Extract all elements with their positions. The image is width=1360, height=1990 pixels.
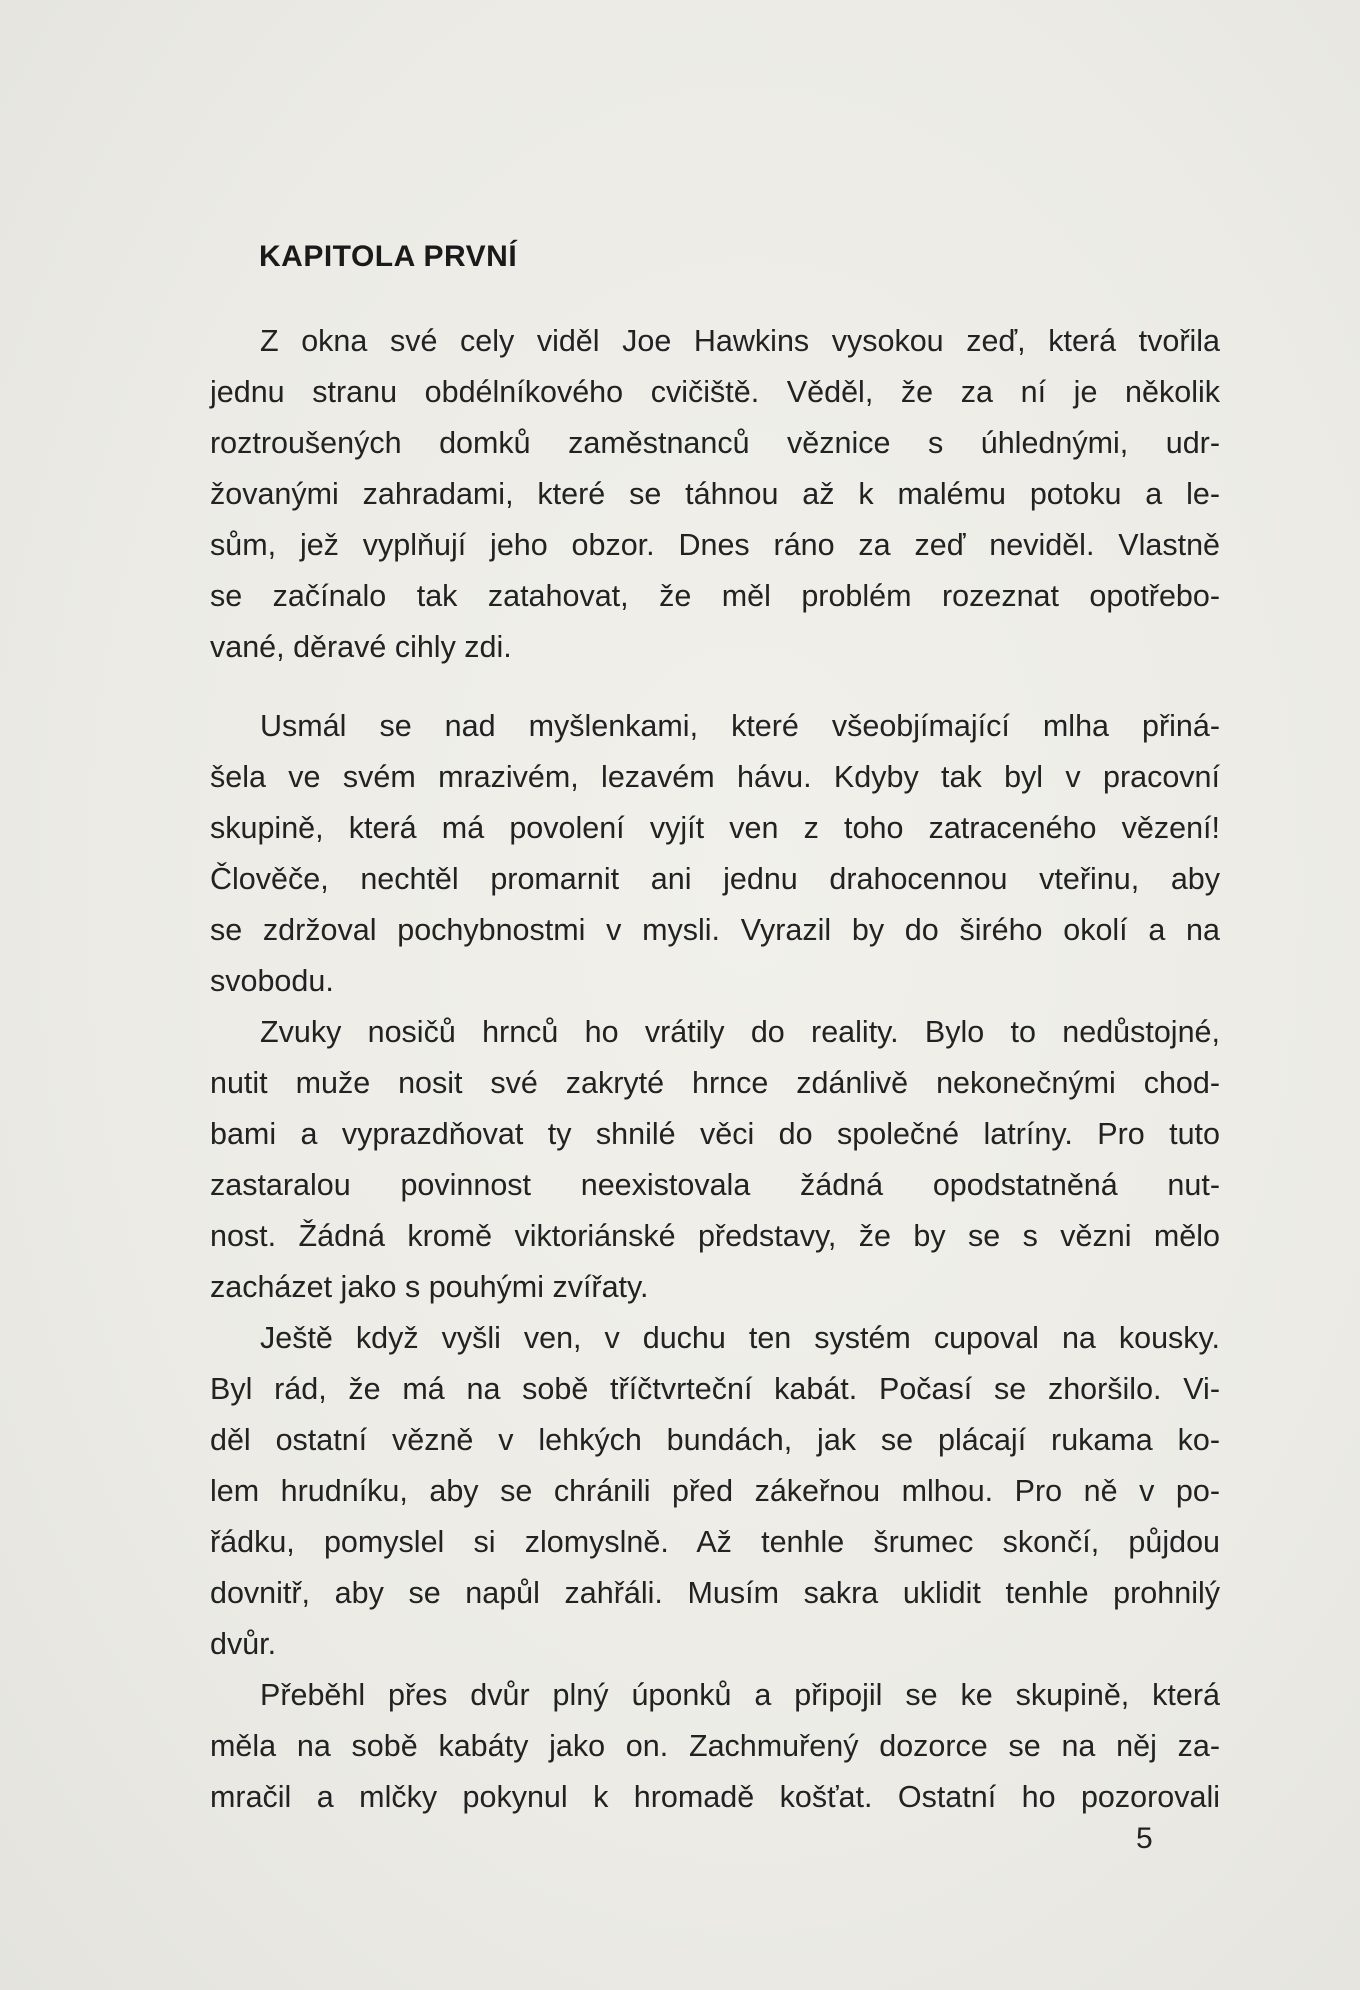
paragraph-gap [210, 673, 1220, 701]
text-line: dvůr. [210, 1627, 277, 1661]
text-line: žovanými zahradami, které se táhnou až k malému potoku a le- [210, 477, 1220, 511]
text-line: se zdržoval pochybnostmi v mysli. Vyrazil by do širého okolí a na [210, 913, 1220, 947]
text-line: nost. Žádná kromě viktoriánské představy, že by se s vězni mělo [210, 1219, 1220, 1253]
text-line: zastaralou povinnost neexistovala žádná opodstatněná nut- [210, 1168, 1220, 1202]
text-line: mračil a mlčky pokynul k hromadě košťat. Ostatní ho pozorovali [210, 1780, 1220, 1814]
page-number: 5 [1136, 1822, 1153, 1855]
text-line: skupině, která má povolení vyjít ven z toho zatraceného vězení! [210, 811, 1220, 845]
text-line: řádku, pomyslel si zlomyslně. Až tenhle šrumec skončí, půjdou [210, 1525, 1220, 1559]
text-line: děl ostatní vězně v lehkých bundách, jak se plácají rukama ko- [210, 1423, 1220, 1457]
text-line: sům, jež vyplňují jeho obzor. Dnes ráno za zeď neviděl. Vlastně [210, 528, 1220, 562]
paragraph-3 [210, 1007, 1220, 1313]
text-line: bami a vyprazdňovat ty shnilé věci do společné latríny. Pro tuto [210, 1117, 1220, 1151]
text-line: Zvuky nosičů hrnců ho vrátily do reality. Bylo to nedůstojné, [260, 1015, 1220, 1049]
text-line: Z okna své cely viděl Joe Hawkins vysokou zeď, která tvořila [260, 324, 1220, 358]
text-line: měla na sobě kabáty jako on. Zachmuřený dozorce se na něj za- [210, 1729, 1220, 1763]
text-line: roztroušených domků zaměstnanců věznice s úhlednými, udr- [210, 426, 1220, 460]
text-line: Člověče, nechtěl promarnit ani jednu drahocennou vteřinu, aby [210, 862, 1220, 896]
text-line: vané, děravé cihly zdi. [210, 630, 512, 664]
text-line: Usmál se nad myšlenkami, které všeobjímající mlha přiná- [260, 709, 1220, 743]
text-line: se začínalo tak zatahovat, že měl problém rozeznat opotřebo- [210, 579, 1220, 613]
text-line: svobodu. [210, 964, 334, 998]
text-line: dovnitř, aby se napůl zahřáli. Musím sakra uklidit tenhle prohnilý [210, 1576, 1220, 1610]
text-line: zacházet jako s pouhými zvířaty. [210, 1270, 649, 1304]
text-line: nutit muže nosit své zakryté hrnce zdánlivě nekonečnými chod- [210, 1066, 1220, 1100]
paragraph-1 [210, 316, 1220, 673]
text-line: šela ve svém mrazivém, lezavém hávu. Kdyby tak byl v pracovní [210, 760, 1220, 794]
body-text [210, 316, 1220, 1823]
text-line: jednu stranu obdélníkového cvičiště. Věděl, že za ní je několik [210, 375, 1220, 409]
chapter-heading: KAPITOLA PRVNÍ [259, 240, 518, 273]
paragraph-5 [210, 1670, 1220, 1823]
paragraph-2 [210, 701, 1220, 1007]
text-line: Ještě když vyšli ven, v duchu ten systém cupoval na kousky. [260, 1321, 1220, 1355]
text-line: lem hrudníku, aby se chránili před zákeřnou mlhou. Pro ně v po- [210, 1474, 1220, 1508]
text-line: Přeběhl přes dvůr plný úponků a připojil se ke skupině, která [260, 1678, 1220, 1712]
paragraph-4 [210, 1313, 1220, 1670]
text-line: Byl rád, že má na sobě tříčtvrteční kabát. Počasí se zhoršilo. Vi- [210, 1372, 1220, 1406]
